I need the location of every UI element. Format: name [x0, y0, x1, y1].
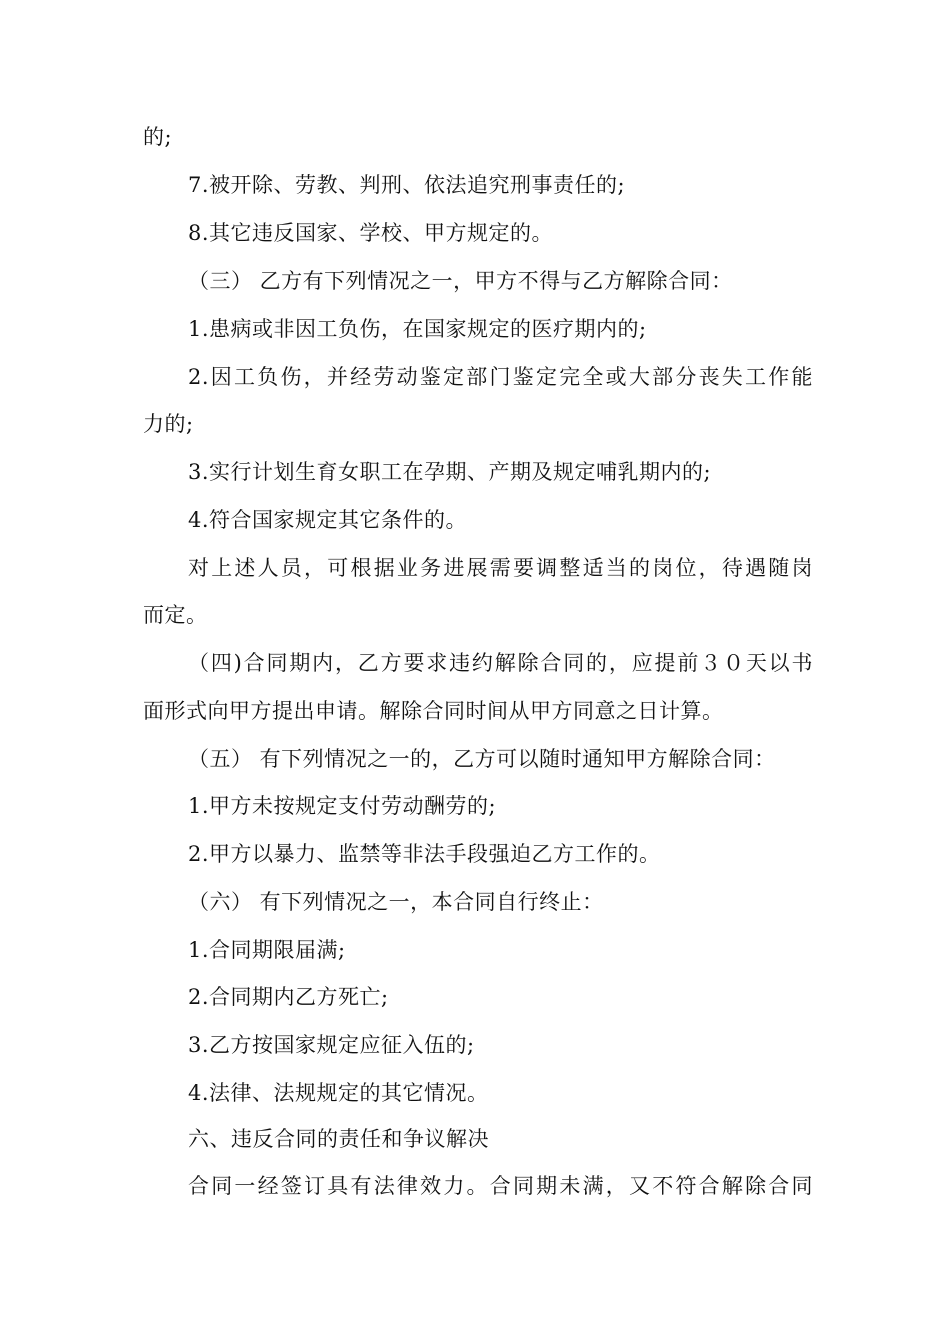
list-item: 4.符合国家规定其它条件的。: [188, 508, 468, 532]
list-item: 1.合同期限届满;: [188, 938, 346, 962]
paragraph-line: 合同一经签订具有法律效力。合同期未满，又不符合解除合同: [188, 1174, 813, 1198]
list-item: 8.其它违反国家、学校、甲方规定的。: [188, 221, 554, 245]
list-item: 3.乙方按国家规定应征入伍的;: [188, 1033, 475, 1057]
list-item: 7.被开除、劳教、判刑、依法追究刑事责任的;: [188, 173, 626, 197]
list-item: 2.因工负伤，并经劳动鉴定部门鉴定完全或大部分丧失工作能: [188, 365, 813, 389]
list-item: 2.甲方以暴力、监禁等非法手段强迫乙方工作的。: [188, 842, 661, 866]
list-item: 1.甲方未按规定支付劳动酬劳的;: [188, 794, 497, 818]
section-heading: （五） 有下列情况之一的，乙方可以随时通知甲方解除合同：: [188, 747, 776, 771]
text-line: 的;: [143, 125, 173, 149]
text-line: 面形式向甲方提出申请。解除合同时间从甲方同意之日计算。: [143, 699, 724, 723]
section-heading: （三） 乙方有下列情况之一，甲方不得与乙方解除合同：: [188, 269, 733, 293]
paragraph-line: 对上述人员，可根据业务进展需要调整适当的岗位，待遇随岗: [188, 556, 813, 580]
section-title: 六、违反合同的责任和争议解决: [188, 1127, 489, 1151]
list-item: 3.实行计划生育女职工在孕期、产期及规定哺乳期内的;: [188, 460, 712, 484]
text-line: 力的;: [143, 412, 194, 436]
list-item: 1.患病或非因工负伤，在国家规定的医疗期内的;: [188, 317, 647, 341]
section-heading: （六） 有下列情况之一，本合同自行终止：: [188, 890, 604, 914]
text-line: 而定。: [143, 603, 208, 627]
list-item: 4.法律、法规规定的其它情况。: [188, 1081, 489, 1105]
list-item: 2.合同期内乙方死亡;: [188, 985, 389, 1009]
section-heading: （四)合同期内，乙方要求违约解除合同的，应提前３０天以书: [188, 651, 813, 675]
